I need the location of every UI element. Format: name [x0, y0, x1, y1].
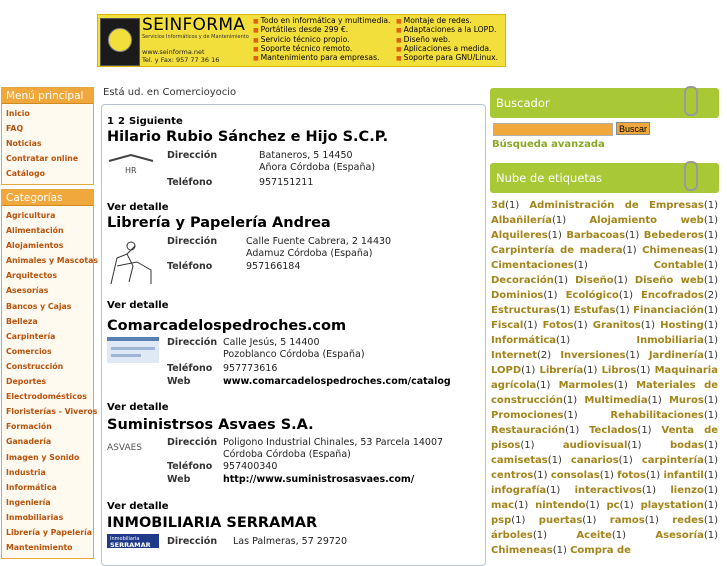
- tag-link[interactable]: psp: [491, 515, 512, 526]
- category-link[interactable]: Electrodomésticos: [6, 392, 87, 402]
- business-listing-panel: [101, 104, 486, 566]
- web-label: Web: [167, 376, 191, 387]
- page-2-link[interactable]: 2: [117, 116, 125, 127]
- tag-count: (1): [637, 425, 652, 436]
- tag-link[interactable]: consolas: [550, 470, 600, 481]
- tag-count: (1): [703, 515, 719, 526]
- tag-link[interactable]: Albañilería: [491, 215, 552, 226]
- tag-link[interactable]: Decoración: [491, 275, 554, 286]
- tag-link[interactable]: bodas: [669, 440, 704, 451]
- tag-link[interactable]: Diseño web: [634, 275, 704, 286]
- tag-count: (1): [640, 320, 656, 331]
- banner-feature: ■ Servicio técnico propio.: [253, 36, 390, 45]
- address-line1: Poligono Industrial Chinales, 53 Parcela 14007: [223, 437, 444, 448]
- tag-cloud-title: Nube de etiquetas: [496, 171, 602, 185]
- tag-count: (1): [556, 335, 571, 346]
- tag-count: (1): [520, 440, 535, 451]
- web-link[interactable]: http://www.suministrosasvaes.com/: [223, 474, 415, 485]
- tag-count: (1): [615, 305, 630, 316]
- tag-link[interactable]: Asesoría: [655, 530, 704, 541]
- phone-label: Teléfono: [167, 177, 213, 188]
- tag-link[interactable]: Venta de pisos: [491, 425, 719, 451]
- paperclip-icon: [684, 86, 698, 116]
- search-title: Buscador: [496, 96, 550, 110]
- listing-logo-text: HR: [125, 166, 137, 175]
- left-sidebar: [1, 87, 99, 563]
- tag-link[interactable]: audiovisual: [562, 440, 628, 451]
- category-link[interactable]: Ingeniería: [6, 497, 51, 507]
- category-link[interactable]: Formación: [6, 422, 52, 432]
- category-link[interactable]: Alojamientos: [6, 241, 64, 251]
- tag-count: (1): [573, 320, 588, 331]
- listing-card: [107, 317, 479, 413]
- tag-link[interactable]: playstation: [640, 500, 704, 511]
- tag-count: (1): [511, 515, 526, 526]
- listing-logo-text: ASVAES: [107, 443, 143, 453]
- tag-link[interactable]: Estufas: [573, 305, 616, 316]
- banner-brand: SEINFORMA: [142, 15, 246, 35]
- tag-link[interactable]: carpintería: [641, 455, 704, 466]
- tag-count: (1): [536, 380, 551, 391]
- tag-count: (1): [703, 470, 719, 481]
- address-label: Dirección: [167, 536, 218, 547]
- address-label: Dirección: [167, 337, 218, 348]
- tag-link[interactable]: Informática: [491, 335, 557, 346]
- categories-title: Categorías: [2, 190, 93, 206]
- tag-link[interactable]: Inmobiliaria: [636, 335, 704, 346]
- tag-count: (1): [703, 485, 718, 496]
- tag-count: (1): [611, 530, 627, 541]
- tag-count: (1): [703, 500, 718, 511]
- tag-link[interactable]: Carpintería de madera: [491, 245, 623, 256]
- tag-link[interactable]: Aceite: [576, 530, 612, 541]
- tag-count: (1): [703, 230, 718, 241]
- tag-count: (1): [618, 455, 633, 466]
- tag-link[interactable]: canarios: [570, 455, 619, 466]
- banner-features-right: [396, 17, 498, 63]
- tag-count: (1): [523, 320, 538, 331]
- phone-value: 957400340: [223, 461, 278, 472]
- listing-logo: [107, 438, 159, 456]
- tag-link[interactable]: redes: [672, 515, 704, 526]
- category-link[interactable]: Librería y Papelería: [6, 527, 93, 537]
- tag-count: (1): [703, 260, 718, 271]
- page-1-link[interactable]: 1: [107, 116, 114, 127]
- address-line2: Adamuz Córdoba (España): [246, 248, 373, 259]
- tag-count: (1): [599, 470, 614, 481]
- tag-count: (1): [641, 485, 657, 496]
- category-link[interactable]: Bancos y Cajas: [6, 301, 72, 311]
- tag-link[interactable]: puertas: [538, 515, 583, 526]
- tag-link[interactable]: Teclados: [589, 425, 638, 436]
- banner-features-left: [253, 17, 390, 63]
- seinforma-logo: [100, 18, 140, 66]
- tag-count: (1): [556, 305, 571, 316]
- address-line2: Córdoba Córdoba (España): [223, 449, 351, 460]
- tag-link[interactable]: infantil: [663, 470, 704, 481]
- tag-link[interactable]: LOPD: [491, 365, 522, 376]
- tag-link[interactable]: infografía: [491, 485, 547, 496]
- banner-feature: ■ Mantenimiento para empresas.: [253, 54, 390, 63]
- tag-count: (1): [543, 290, 558, 301]
- banner-feature: ■ Adaptaciones a la LOPD.: [396, 26, 498, 35]
- address-line2: Añora Córdoba (España): [259, 162, 376, 173]
- listing-card: [107, 214, 479, 311]
- listing-logo: [107, 236, 155, 288]
- menu-item-catalogo[interactable]: Catálogo: [6, 169, 45, 178]
- tag-link[interactable]: camisetas: [491, 455, 548, 466]
- tag-link[interactable]: Librería: [539, 365, 584, 376]
- main-menu-box: [1, 87, 94, 185]
- tag-count: (1): [703, 335, 718, 346]
- tag-count: (1): [613, 275, 628, 286]
- tag-count: (1): [514, 500, 529, 511]
- category-link[interactable]: Mantenimiento: [6, 543, 73, 553]
- address-line2: Pozoblanco Córdoba (España): [223, 349, 365, 360]
- category-link[interactable]: Informática: [6, 482, 57, 492]
- listing-logo-text: Inmobiliaria: [110, 536, 140, 542]
- main-menu: [2, 104, 93, 184]
- tag-link[interactable]: Restauración: [491, 425, 566, 436]
- tag-link[interactable]: Alquileres: [491, 230, 548, 241]
- tag-count: (1): [565, 425, 580, 436]
- banner-feature: ■ Montaje de redes.: [396, 17, 498, 26]
- category-link[interactable]: Arquitectos: [6, 271, 58, 281]
- tag-count: (1): [703, 350, 718, 361]
- phone-value: 957151211: [259, 177, 314, 188]
- tag-count: (1): [582, 515, 597, 526]
- tag-count: (1): [546, 485, 561, 496]
- tag-link[interactable]: mac: [491, 500, 515, 511]
- listing-card: [107, 514, 479, 548]
- tag-link[interactable]: Granitos: [592, 320, 641, 331]
- tag-count: (1): [562, 395, 578, 406]
- tag-link[interactable]: Libros: [601, 365, 637, 376]
- tag-link[interactable]: Chimeneas: [642, 245, 704, 256]
- tag-count: (1): [563, 410, 578, 421]
- phone-value: 957166184: [246, 261, 301, 272]
- tag-link[interactable]: Materiales de construcción: [491, 380, 719, 406]
- breadcrumb: Está ud. en Comercioyocio: [103, 87, 237, 98]
- tag-link[interactable]: Ecológico: [565, 290, 619, 301]
- tag-link[interactable]: lienzo: [670, 485, 704, 496]
- address-line1: Bataneros, 5 14450: [259, 150, 353, 161]
- listing-logo-text: SERRAMAR: [110, 541, 151, 548]
- tag-link[interactable]: Administración de Empresas: [529, 200, 704, 211]
- tag-count: (1): [636, 365, 651, 376]
- tag-count: (1): [703, 215, 718, 226]
- listing-name[interactable]: Librería y Papelería Andrea: [107, 215, 331, 231]
- tag-count: (1): [505, 200, 520, 211]
- tag-link[interactable]: Alojamiento web: [589, 215, 704, 226]
- tag-count: (1): [703, 305, 718, 316]
- tag-link[interactable]: Maquinaria agrícola: [491, 365, 718, 391]
- banner-feature: ■ Aplicaciones a medida.: [396, 45, 498, 54]
- tag-count: (1): [703, 530, 718, 541]
- category-link[interactable]: Floristerías - Viveros: [6, 407, 98, 417]
- tag-count: (1): [647, 395, 662, 406]
- tag-link[interactable]: Dominios: [491, 290, 544, 301]
- tag-link[interactable]: nintendo: [535, 500, 586, 511]
- tag-link[interactable]: Estructuras: [491, 305, 557, 316]
- phone-label: Teléfono: [167, 461, 213, 472]
- tag-link[interactable]: Multimedia: [584, 395, 648, 406]
- tag-count: (1): [551, 215, 567, 226]
- tag-count: (2): [537, 350, 552, 361]
- tag-count: (1): [573, 260, 588, 271]
- listing-logo: [107, 153, 155, 177]
- tag-link[interactable]: ramos: [609, 515, 645, 526]
- tag-count: (1): [547, 230, 562, 241]
- category-link[interactable]: Imagen y Sonido: [6, 452, 80, 462]
- category-link[interactable]: Inmobiliarias: [6, 512, 64, 522]
- tag-count: (1): [625, 350, 640, 361]
- tag-count: (2): [703, 290, 718, 301]
- tag-link[interactable]: Diseño: [575, 275, 614, 286]
- categories-box: [1, 189, 99, 559]
- category-link[interactable]: Carpintería: [6, 331, 56, 341]
- phone-value: 957773616: [223, 363, 278, 374]
- tag-link[interactable]: Hosting: [660, 320, 704, 331]
- category-link[interactable]: Belleza: [6, 316, 38, 326]
- banner-url: www.seinforma.net: [142, 48, 205, 56]
- tag-link[interactable]: centros: [491, 470, 534, 481]
- tag-count: (1): [532, 530, 548, 541]
- address-label: Dirección: [167, 236, 218, 247]
- tag-count: (1): [553, 275, 569, 286]
- banner-feature: ■ Portátiles desde 299 €.: [253, 26, 390, 35]
- category-link[interactable]: Animales y Mascotas: [6, 256, 99, 266]
- tag-link[interactable]: pc: [606, 500, 620, 511]
- tag-link[interactable]: Compra de: [570, 545, 631, 556]
- tag-link[interactable]: Contable: [653, 260, 704, 271]
- tag-count: (1): [703, 455, 718, 466]
- tag-count: (1): [622, 245, 637, 256]
- tag-count: (1): [645, 470, 661, 481]
- tag-count: (1): [644, 515, 659, 526]
- tag-link[interactable]: Rehabilitaciones: [610, 410, 704, 421]
- address-label: Dirección: [167, 437, 218, 448]
- listing-name[interactable]: INMOBILIARIA SERRAMAR: [107, 515, 318, 531]
- banner-feature: ■ Todo en informática y multimedia.: [253, 17, 390, 26]
- tag-count: (1): [583, 365, 598, 376]
- advanced-search-link[interactable]: Búsqueda avanzada: [492, 139, 605, 150]
- menu-item-contratar[interactable]: Contratar online: [6, 154, 79, 163]
- listing-logo: [107, 337, 159, 363]
- tag-count: (1): [627, 440, 642, 451]
- tag-link[interactable]: Jardinería: [648, 350, 704, 361]
- category-link[interactable]: Construcción: [6, 361, 64, 371]
- tag-count: (1): [703, 245, 718, 256]
- tag-cloud: [491, 198, 718, 558]
- address-line1: Calle Jesús, 5 14400: [223, 337, 320, 348]
- menu-item-inicio[interactable]: Inicio: [6, 109, 30, 118]
- view-detail-link[interactable]: Ver detalle: [107, 202, 169, 213]
- tag-link[interactable]: árboles: [491, 530, 533, 541]
- tag-link[interactable]: Barbacoas: [566, 230, 626, 241]
- pagination: [107, 116, 187, 127]
- view-detail-link[interactable]: Ver detalle: [107, 501, 169, 512]
- search-input[interactable]: [493, 123, 613, 136]
- category-link[interactable]: Ganadería: [6, 437, 52, 447]
- tag-link[interactable]: Encofrados: [641, 290, 704, 301]
- tag-link[interactable]: Fiscal: [491, 320, 524, 331]
- main-menu-title: Menú principal: [2, 88, 93, 104]
- categories-list: [2, 206, 99, 558]
- web-link[interactable]: www.comarcadelospedroches.com/catalog: [223, 376, 451, 387]
- tag-link[interactable]: Fotos: [542, 320, 574, 331]
- tag-count: (1): [703, 410, 718, 421]
- tag-link[interactable]: Muros: [668, 395, 704, 406]
- tag-link[interactable]: Inversiones: [560, 350, 626, 361]
- banner-feature: ■ Diseño web.: [396, 36, 498, 45]
- banner-brand-sub: Servicios Informáticos y de Mantenimiento: [142, 34, 249, 40]
- banner-tel: Tel. y Fax: 957 77 36 16: [142, 56, 220, 64]
- address-line1: Calle Fuente Cabrera, 2 14430: [246, 236, 392, 247]
- tag-count: (1): [618, 290, 634, 301]
- category-link[interactable]: Industria: [6, 467, 46, 477]
- tag-count: (1): [619, 500, 634, 511]
- menu-item-faq[interactable]: FAQ: [6, 124, 24, 133]
- tag-count: (1): [703, 275, 718, 286]
- address-line1: Las Palmeras, 57 29720: [233, 536, 347, 547]
- listing-logo: [107, 534, 159, 548]
- banner-feature: ■ Soporte para GNU/Linux.: [396, 54, 498, 63]
- tag-link[interactable]: fotos: [617, 470, 646, 481]
- web-label: Web: [167, 474, 191, 485]
- tag-count: (1): [703, 395, 718, 406]
- tag-count: (1): [521, 365, 536, 376]
- category-link[interactable]: Comercios: [6, 346, 52, 356]
- tag-link[interactable]: Financiación: [633, 305, 704, 316]
- category-link[interactable]: Agricultura: [6, 211, 56, 220]
- menu-item-noticias[interactable]: Noticias: [6, 139, 42, 148]
- phone-label: Teléfono: [167, 261, 213, 272]
- tag-link[interactable]: Cimentaciones: [491, 260, 574, 271]
- category-link[interactable]: Asesorías: [6, 286, 49, 296]
- listing-name[interactable]: Hilario Rubio Sánchez e Hijo S.C.P.: [107, 129, 389, 145]
- address-label: Dirección: [167, 150, 218, 161]
- tag-count: (1): [585, 500, 600, 511]
- tag-count: (1): [552, 545, 567, 556]
- tag-link[interactable]: Bebederos: [643, 230, 704, 241]
- next-page-link[interactable]: Siguiente: [128, 116, 183, 127]
- banner-feature: ■ Soporte técnico remoto.: [253, 45, 390, 54]
- listing-card: [107, 128, 479, 213]
- tag-count: (1): [613, 380, 628, 391]
- tag-count: (1): [703, 320, 718, 331]
- tag-link[interactable]: Internet: [491, 350, 538, 361]
- tag-link[interactable]: Chimeneas: [491, 545, 553, 556]
- tag-count: (1): [625, 230, 640, 241]
- tag-count: (1): [703, 440, 718, 451]
- tag-link[interactable]: Marmoles: [558, 380, 614, 391]
- tag-count: (1): [703, 200, 718, 211]
- view-detail-link[interactable]: Ver detalle: [107, 300, 169, 311]
- paperclip-icon: [684, 161, 698, 191]
- tag-count: (1): [547, 455, 562, 466]
- listing-name[interactable]: Comarcadelospedroches.com: [107, 318, 347, 334]
- tag-link[interactable]: interactivos: [574, 485, 642, 496]
- tag-link[interactable]: 3d: [491, 200, 506, 211]
- top-banner-ad[interactable]: [97, 14, 506, 67]
- view-detail-link[interactable]: Ver detalle: [107, 402, 169, 413]
- search-button[interactable]: Buscar: [616, 122, 650, 135]
- phone-label: Teléfono: [167, 363, 213, 374]
- tag-count: (1): [533, 470, 548, 481]
- tag-link[interactable]: Promociones: [491, 410, 564, 421]
- listing-name[interactable]: Suministrsos Asvaes S.A.: [107, 417, 314, 433]
- category-link[interactable]: Alimentación: [6, 226, 64, 236]
- category-link[interactable]: Deportes: [6, 377, 47, 387]
- listing-card: [107, 416, 479, 512]
